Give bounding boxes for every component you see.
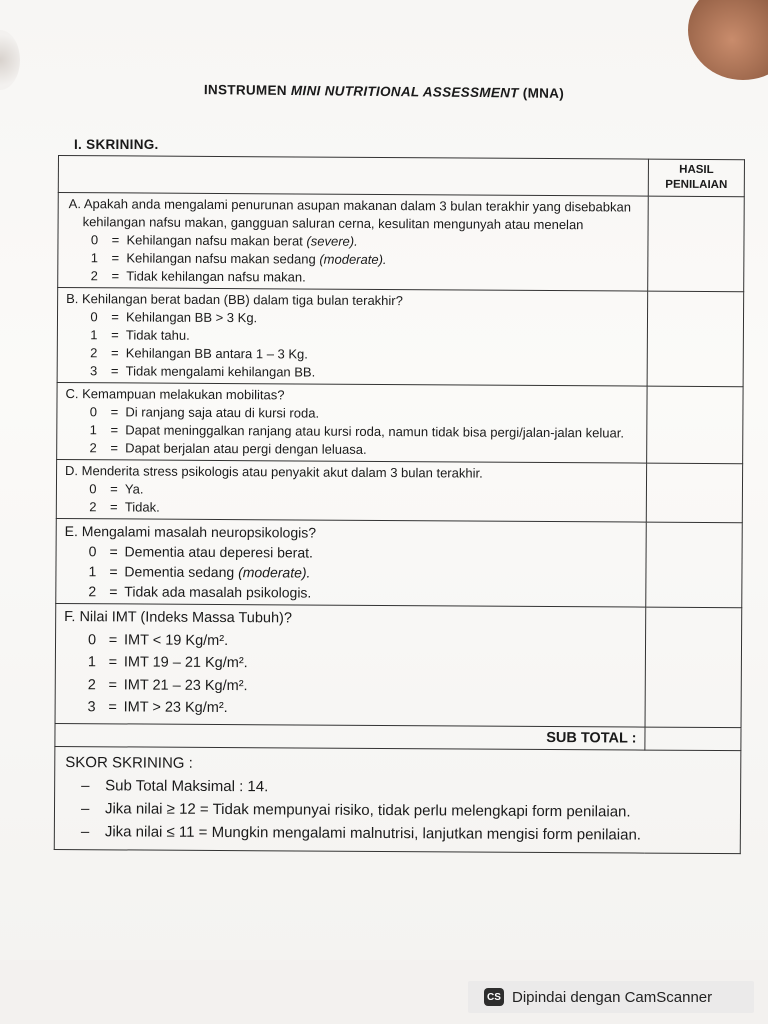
screening-form: [54, 155, 744, 854]
result-cell-e[interactable]: [646, 522, 743, 608]
option-row: 2 = Tidak.: [89, 499, 160, 515]
section-heading: I. SKRINING.: [74, 137, 159, 152]
option-row: 1 = Dementia sedang (moderate).: [88, 563, 311, 581]
question-row-c: [57, 382, 743, 463]
question-row-b: [57, 288, 744, 387]
subtotal-cell[interactable]: [645, 727, 741, 751]
option-row: 2 = IMT 21 – 23 Kg/m².: [87, 676, 248, 694]
result-cell-d[interactable]: [646, 463, 742, 523]
document-title: INSTRUMEN MINI NUTRITIONAL ASSESSMENT (MNA): [203, 82, 565, 101]
camscanner-watermark: [468, 981, 754, 1013]
option-row: 0 = IMT < 19 Kg/m².: [87, 631, 229, 649]
question-row-d: [56, 459, 742, 522]
question-e-label: E. Mengalami masalah neuropsikologis?: [64, 523, 317, 541]
question-row-f: [55, 603, 742, 727]
option-row: 2 = Dapat berjalan atau pergi dengan leluasa.: [89, 440, 367, 457]
option-row: 0 = Kehilangan BB > 3 Kg.: [90, 309, 258, 326]
option-row: 1 = IMT 19 – 21 Kg/m².: [87, 654, 248, 672]
column-header-hasil: HASIL PENILAIAN: [648, 159, 744, 197]
score-line: – Jika nilai ≤ 11 = Mungkin mengalami malnutrisi, lanjutkan mengisi form penilaian.: [80, 822, 642, 844]
camscanner-logo-icon: CS: [484, 988, 504, 1006]
question-f-label: F. Nilai IMT (Indeks Massa Tubuh)?: [64, 609, 293, 627]
subtotal-label: SUB TOTAL :: [55, 723, 645, 750]
question-b-label: B. Kehilangan berat badan (BB) dalam tiga bulan terakhir?: [66, 291, 403, 309]
option-row: 1 = Dapat meninggalkan ranjang atau kursi roda, namun tidak bisa pergi/jalan-jalan keluar.: [89, 422, 624, 441]
result-cell-f[interactable]: [645, 607, 742, 727]
result-cell-a[interactable]: [648, 196, 745, 292]
score-heading: SKOR SKRINING :: [65, 753, 193, 772]
option-row: 1 = Kehilangan nafsu makan sedang (moderate).: [90, 250, 387, 268]
table-header-row: [58, 156, 744, 197]
question-row-a: [58, 193, 745, 292]
option-row: 3 = IMT > 23 Kg/m².: [87, 699, 228, 717]
option-row: 3 = Tidak mengalami kehilangan BB.: [90, 363, 316, 380]
option-row: 0 = Di ranjang saja atau di kursi roda.: [89, 404, 320, 421]
option-row: 0 = Dementia atau deperesi berat.: [88, 543, 313, 561]
score-row: [54, 746, 741, 853]
result-cell-c[interactable]: [647, 386, 743, 464]
option-row: 1 = Tidak tahu.: [90, 327, 190, 343]
score-line: – Sub Total Maksimal : 14.: [81, 776, 269, 795]
question-a-label: A. Apakah anda mengalami penurunan asupan makanan dalam 3 bulan terakhir yang disebabkan kehilangan nafsu makan, gangguan saluran cerna, kesulitan mengunyah atau menelan: [68, 196, 632, 233]
option-row: 2 = Tidak ada masalah psikologis.: [88, 583, 312, 601]
option-row: 0 = Ya.: [89, 481, 144, 497]
question-d-label: D. Menderita stress psikologis atau penyakit akut dalam 3 bulan terakhir.: [65, 463, 483, 481]
score-line: – Jika nilai ≥ 12 = Tidak mempunyai risiko, tidak perlu melengkapi form penilaian.: [80, 799, 631, 821]
question-c-label: C. Kemampuan melakukan mobilitas?: [65, 386, 285, 403]
camscanner-text: Dipindai dengan CamScanner: [512, 988, 713, 1006]
option-row: 0 = Kehilangan nafsu makan berat (severe).: [90, 232, 358, 249]
option-row: 2 = Tidak kehilangan nafsu makan.: [90, 268, 306, 285]
option-row: 2 = Kehilangan BB antara 1 – 3 Kg.: [90, 345, 308, 362]
question-row-e: [56, 518, 743, 607]
result-cell-b[interactable]: [647, 291, 744, 387]
